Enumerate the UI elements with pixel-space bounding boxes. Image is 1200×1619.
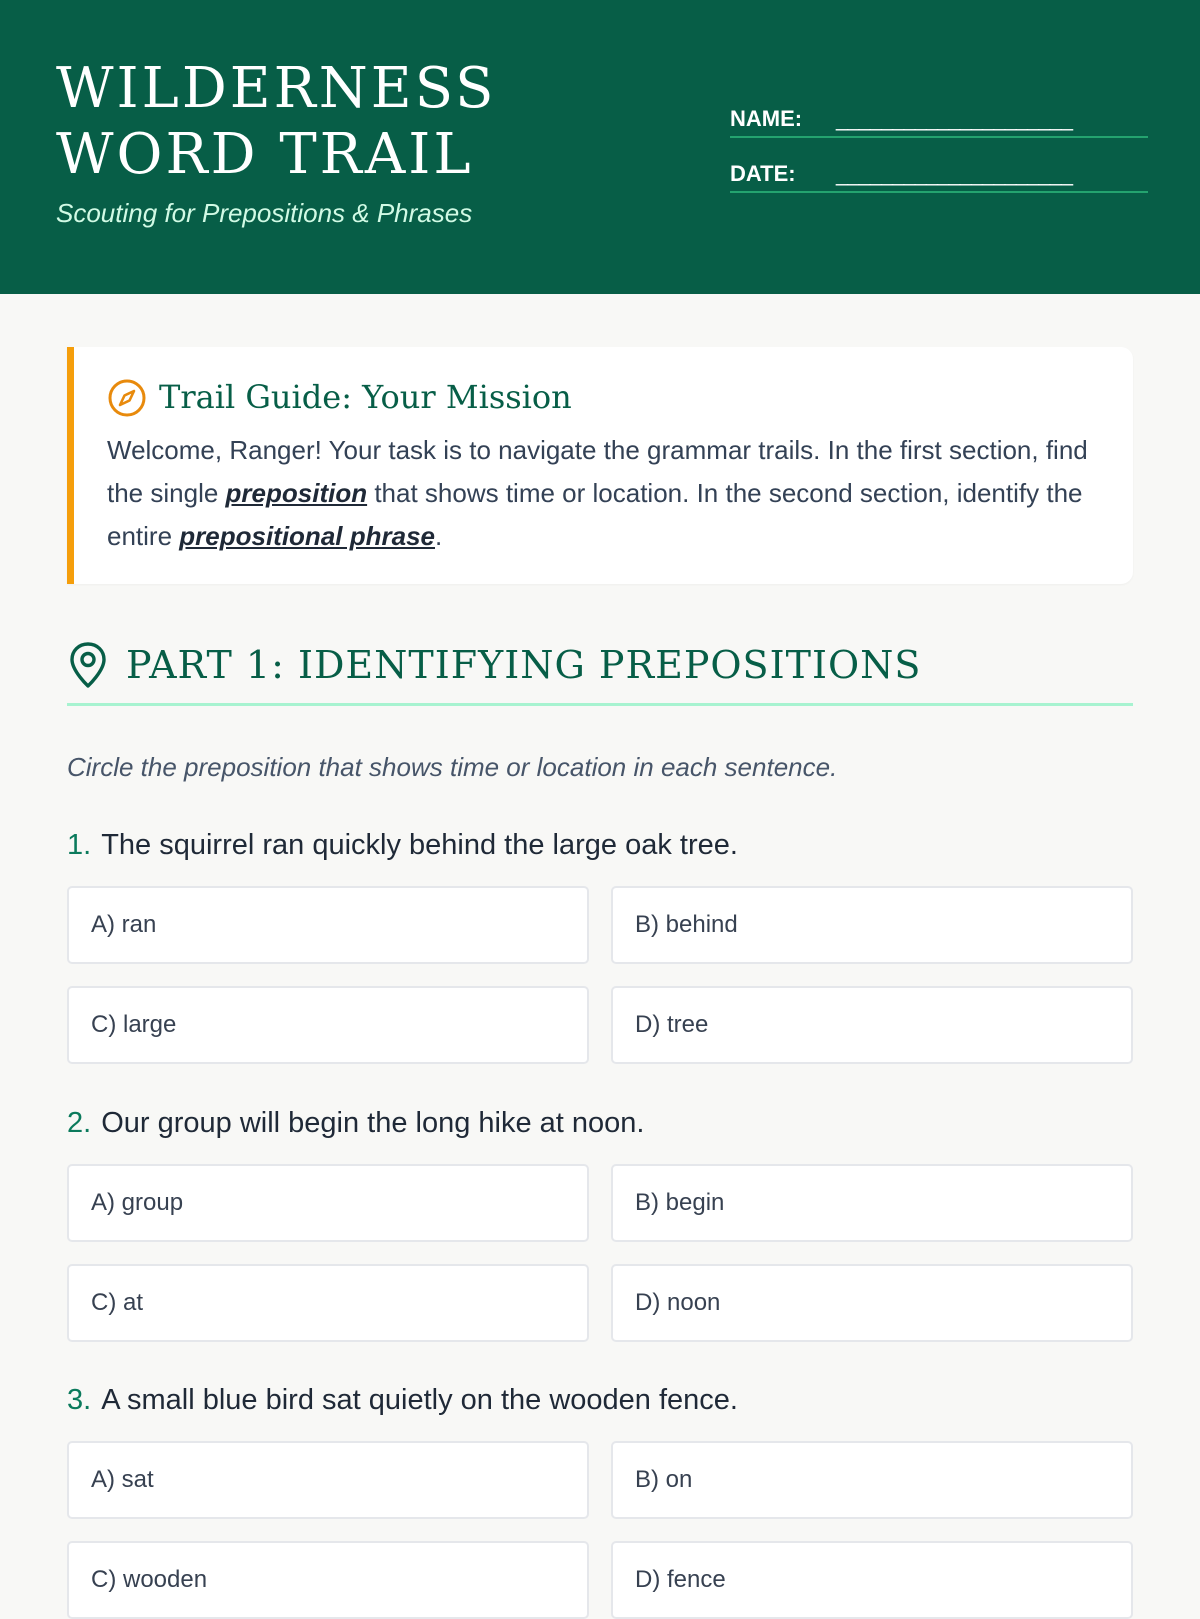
date-field[interactable]: [730, 161, 1148, 193]
mission-text-part: Welcome, Ranger! Your task is to navigate the grammar trails. In the first section, find the single: [107, 435, 1088, 508]
option-d[interactable]: D) tree: [611, 986, 1133, 1064]
mission-text: [107, 429, 1107, 558]
name-field[interactable]: [730, 106, 1148, 138]
map-pin-icon: [68, 641, 108, 689]
option-c[interactable]: C) wooden: [67, 1541, 589, 1619]
option-d[interactable]: D) noon: [611, 1264, 1133, 1342]
option-c[interactable]: C) large: [67, 986, 589, 1064]
part-1-title: PART 1: IDENTIFYING PREPOSITIONS: [126, 643, 922, 687]
part-1-instructions: Circle the preposition that shows time or location in each sentence.: [67, 752, 838, 782]
option-d[interactable]: D) fence: [611, 1541, 1133, 1619]
mission-title: Trail Guide: Your Mission: [159, 378, 572, 416]
question-sentence: A small blue bird sat quietly on the wooden fence.: [101, 1384, 738, 1416]
option-b[interactable]: B) begin: [611, 1164, 1133, 1242]
question-number: 2.: [67, 1107, 92, 1139]
question-1: [67, 822, 1133, 1038]
prepositional-phrase-term: prepositional phrase: [179, 521, 435, 551]
option-a[interactable]: A) sat: [67, 1441, 589, 1519]
question-3: [67, 1377, 1133, 1593]
preposition-term: preposition: [225, 478, 368, 508]
option-b[interactable]: B) behind: [611, 886, 1133, 964]
worksheet-header: [0, 0, 1200, 294]
compass-icon: [107, 378, 147, 418]
question-sentence: The squirrel ran quickly behind the large oak tree.: [101, 829, 738, 861]
date-blank-line: _____________________: [836, 161, 1072, 186]
worksheet-title: WILDERNESS WORD TRAIL: [56, 56, 497, 187]
date-label: DATE:: [730, 161, 796, 186]
mission-text-part: .: [435, 521, 443, 551]
mission-card: [67, 347, 1133, 584]
name-blank-line: _____________________: [836, 106, 1072, 131]
question-number: 1.: [67, 829, 92, 861]
question-text: [67, 822, 1133, 868]
option-b[interactable]: B) on: [611, 1441, 1133, 1519]
question-text: [67, 1377, 1133, 1423]
option-a[interactable]: A) ran: [67, 886, 589, 964]
worksheet-subtitle: Scouting for Prepositions & Phrases: [56, 198, 473, 228]
part-1-heading: [67, 638, 1133, 706]
question-2: [67, 1100, 1133, 1316]
name-label: NAME:: [730, 106, 803, 131]
question-number: 3.: [67, 1384, 92, 1416]
question-sentence: Our group will begin the long hike at noon.: [101, 1107, 645, 1139]
option-c[interactable]: C) at: [67, 1264, 589, 1342]
mission-text-part: that shows time or location. In the second section, identify the entire: [107, 478, 1083, 551]
option-a[interactable]: A) group: [67, 1164, 589, 1242]
question-text: [67, 1100, 1133, 1146]
